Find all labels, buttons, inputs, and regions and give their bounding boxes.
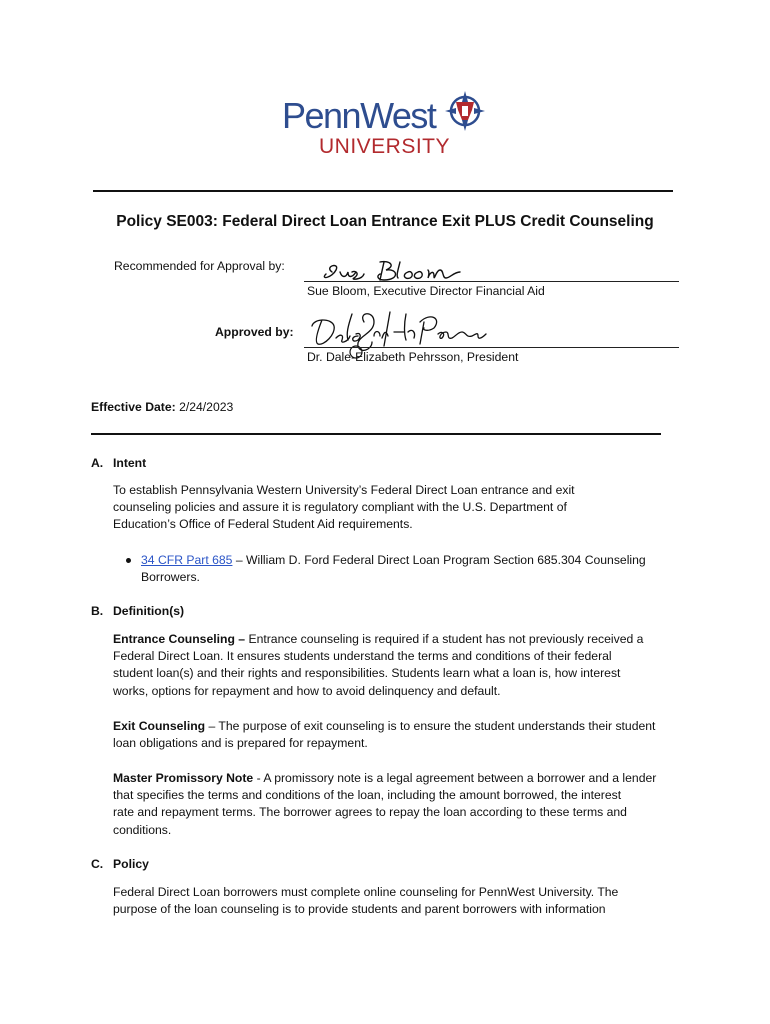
section-a-heading — [91, 456, 146, 470]
section-b-letter: B. — [91, 604, 104, 618]
section-a-title: Intent — [113, 456, 147, 470]
approved-label: Approved by: — [215, 325, 294, 339]
text-line: To establish Pennsylvania Western University’s Federal Direct Loan entrance and exit — [113, 483, 575, 497]
definition-term: Master Promissory Note — [113, 771, 254, 785]
definition-term: Entrance Counseling – — [113, 632, 246, 646]
text-line: that specifies the terms and conditions of the loan, including the amount borrowed, the interest — [113, 788, 622, 803]
section-c-title: Policy — [113, 857, 149, 871]
approved-signature-line — [304, 347, 679, 348]
text-line — [113, 718, 655, 735]
bullet-line-2: Borrowers. — [141, 570, 200, 585]
top-divider — [93, 190, 673, 192]
entrance-counseling-definition — [113, 631, 643, 700]
approved-name: Dr. Dale-Elizabeth Pehrsson, President — [307, 350, 519, 364]
text-line: Federal Direct Loan borrowers must complete online counseling for PennWest University. The — [113, 885, 619, 899]
bullet-line — [141, 552, 646, 569]
recommended-signature-line — [304, 281, 679, 282]
definition-text: - A promissory note is a legal agreement between a borrower and a lender — [253, 771, 657, 785]
logo-wordmark: PennWest — [282, 95, 436, 136]
section-c-letter: C. — [91, 857, 104, 871]
keystone-compass-icon — [444, 90, 486, 132]
text-line — [113, 631, 643, 648]
section-a-bullet — [141, 552, 646, 586]
text-line: Federal Direct Loan. It ensures students understand the terms and conditions of their federal — [113, 649, 612, 664]
definition-text: Entrance counseling is required if a student has not previously received a — [245, 632, 644, 646]
section-a-letter: A. — [91, 456, 104, 470]
section-c-heading — [91, 857, 149, 871]
text-line: purpose of the loan counseling is to provide students and parent borrowers with information — [113, 902, 606, 917]
page-title: Policy SE003: Federal Direct Loan Entrance Exit PLUS Credit Counseling — [116, 213, 654, 230]
cfr-link[interactable]: 34 CFR Part 685 — [141, 553, 233, 567]
text-line: conditions. — [113, 822, 172, 837]
text-line: counseling policies and assure it is regulatory compliant with the U.S. Department of — [113, 500, 567, 515]
section-divider — [91, 433, 661, 435]
text-line — [113, 770, 656, 787]
text-line: rate and repayment terms. The borrower agrees to repay the loan according to these terms and — [113, 805, 627, 820]
text-line: works, options for repayment and how to avoid delinquency and default. — [113, 683, 501, 698]
bullet-icon — [126, 558, 131, 563]
text-line: student loan(s) and their rights and responsibilities. Students learn what a loan is, how interest — [113, 666, 621, 681]
logo-subword: UNIVERSITY — [319, 135, 451, 158]
effective-date — [91, 399, 233, 416]
section-b-title: Definition(s) — [113, 604, 185, 618]
recommended-name: Sue Bloom, Executive Director Financial Aid — [307, 284, 545, 298]
definition-text: – The purpose of exit counseling is to ensure the student understands their student — [205, 719, 656, 733]
mpn-definition — [113, 770, 656, 839]
text-line: Education’s Office of Federal Student Aid requirements. — [113, 517, 413, 532]
section-b-heading — [91, 604, 184, 618]
exit-counseling-definition — [113, 718, 655, 752]
bullet-text: – William D. Ford Federal Direct Loan Program Section 685.304 Counseling — [232, 553, 646, 567]
recommended-label: Recommended for Approval by: — [114, 259, 285, 273]
text-line: loan obligations and is prepared for repayment. — [113, 736, 368, 751]
definition-term: Exit Counseling — [113, 719, 206, 733]
section-c-paragraph — [113, 884, 618, 918]
effective-date-label: Effective Date: — [91, 400, 176, 414]
section-a-paragraph — [113, 482, 575, 534]
effective-date-value: 2/24/2023 — [179, 400, 234, 414]
